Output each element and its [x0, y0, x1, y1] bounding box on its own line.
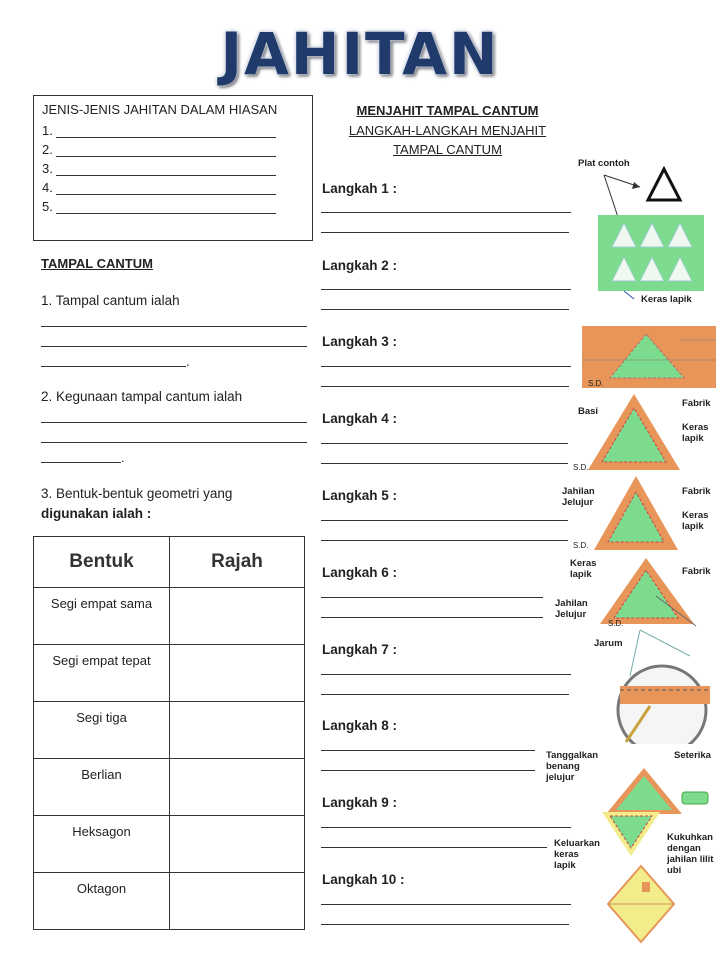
label-keras-lapik: Keras lapik — [641, 294, 692, 305]
steps-subheading: TAMPAL CANTUM — [393, 142, 502, 157]
step-label: Langkah 7 : — [322, 642, 398, 657]
drawing-cell[interactable] — [170, 645, 305, 702]
illustration-step-4 — [586, 392, 682, 474]
table-row — [34, 645, 305, 702]
question-3-line1: 3. Bentuk-bentuk geometri yang — [41, 486, 233, 501]
answer-line[interactable] — [321, 463, 568, 464]
table-row — [34, 873, 305, 930]
answer-line[interactable] — [41, 366, 186, 367]
answer-line[interactable] — [321, 674, 571, 675]
question-2: 2. Kegunaan tampal cantum ialah — [41, 389, 243, 404]
answer-line[interactable] — [321, 232, 569, 233]
label-kukuhkan: Kukuhkan dengan jahilan lilit ubi — [667, 832, 714, 876]
shape-name: Segi empat tepat — [34, 645, 170, 702]
steps-subheading: LANGKAH-LANGKAH MENJAHIT — [348, 123, 547, 138]
question-3-line2: digunakan ialah : — [41, 506, 152, 521]
step-label: Langkah 10 : — [322, 872, 405, 887]
end-dot: . — [121, 450, 125, 465]
answer-line[interactable] — [41, 346, 307, 347]
answer-line[interactable] — [321, 443, 568, 444]
types-item: 5. — [42, 195, 304, 214]
answer-line[interactable] — [321, 617, 543, 618]
label-fabrik: Fabrik — [682, 566, 711, 577]
shapes-table — [33, 536, 305, 930]
question-1: 1. Tampal cantum ialah — [41, 293, 180, 308]
label-keras-lapik: Keras lapik — [682, 422, 709, 444]
label-sd: S.D. — [573, 541, 589, 550]
answer-line[interactable] — [41, 326, 307, 327]
answer-line[interactable] — [56, 162, 276, 176]
label-seterika: Seterika — [674, 750, 711, 761]
label-jahitan-jelujur: Jahilan Jelujur — [562, 486, 595, 508]
answer-line[interactable] — [321, 386, 569, 387]
answer-line[interactable] — [321, 847, 547, 848]
answer-line[interactable] — [56, 200, 276, 214]
page-title: JAHITAN — [220, 20, 500, 88]
label-keluarkan: Keluarkan keras lapik — [554, 838, 600, 871]
answer-line[interactable] — [321, 904, 571, 905]
answer-line[interactable] — [321, 520, 568, 521]
label-sd: S.D. — [573, 463, 589, 472]
drawing-cell[interactable] — [170, 588, 305, 645]
drawing-cell[interactable] — [170, 759, 305, 816]
answer-line[interactable] — [321, 309, 569, 310]
answer-line[interactable] — [56, 143, 276, 157]
answer-line[interactable] — [41, 442, 307, 443]
answer-line[interactable] — [56, 181, 276, 195]
step-label: Langkah 6 : — [322, 565, 398, 580]
types-item: 4. — [42, 176, 304, 195]
step-label: Langkah 3 : — [322, 334, 398, 349]
answer-line[interactable] — [41, 422, 307, 423]
end-dot: . — [186, 354, 190, 369]
drawing-cell[interactable] — [170, 816, 305, 873]
shape-name: Segi tiga — [34, 702, 170, 759]
label-keras-lapik: Keras lapik — [682, 510, 709, 532]
answer-line[interactable] — [321, 827, 571, 828]
label-basi: Basi — [578, 406, 599, 417]
label-tanggalkan: Tanggalkan benang jelujur — [546, 750, 599, 783]
answer-line[interactable] — [56, 124, 276, 138]
answer-line[interactable] — [41, 462, 121, 463]
table-row — [34, 702, 305, 759]
answer-line[interactable] — [321, 540, 568, 541]
shape-name: Segi empat sama — [34, 588, 170, 645]
answer-line[interactable] — [321, 924, 569, 925]
label-sd: S.D. — [588, 379, 604, 388]
table-row — [34, 816, 305, 873]
table-header: Bentuk — [34, 537, 170, 588]
illustration-step-10 — [606, 864, 676, 944]
step-label: Langkah 8 : — [322, 718, 398, 733]
label-sd: S.D. — [608, 619, 624, 628]
types-item: 3. — [42, 157, 304, 176]
drawing-cell[interactable] — [170, 873, 305, 930]
table-header: Rajah — [170, 537, 305, 588]
section-title: TAMPAL CANTUM — [41, 256, 153, 271]
shape-name: Heksagon — [34, 816, 170, 873]
illustration-step-9 — [596, 810, 666, 860]
answer-line[interactable] — [321, 366, 571, 367]
illustration-step-1 — [596, 165, 720, 310]
drawing-cell[interactable] — [170, 702, 305, 759]
step-label: Langkah 5 : — [322, 488, 398, 503]
label-jahitan-jelujur: Jahilan Jelujur — [555, 598, 588, 620]
table-row — [34, 588, 305, 645]
table-row — [34, 759, 305, 816]
answer-line[interactable] — [321, 289, 571, 290]
types-box — [33, 95, 313, 241]
types-item: 1. — [42, 119, 304, 138]
step-label: Langkah 2 : — [322, 258, 398, 273]
label-keras-lapik: Keras lapik — [570, 558, 597, 580]
illustration-step-7 — [610, 626, 720, 744]
answer-line[interactable] — [321, 770, 535, 771]
answer-line[interactable] — [321, 212, 571, 213]
label-jarum: Jarum — [594, 638, 623, 649]
label-plat-contoh: Plat contoh — [578, 158, 630, 169]
types-item: 2. — [42, 138, 304, 157]
label-fabrik: Fabrik — [682, 486, 711, 497]
answer-line[interactable] — [321, 750, 535, 751]
types-box-heading: JENIS-JENIS JAHITAN DALAM HIASAN — [42, 102, 278, 117]
shape-name: Oktagon — [34, 873, 170, 930]
steps-heading: MENJAHIT TAMPAL CANTUM — [356, 103, 539, 118]
answer-line[interactable] — [321, 597, 543, 598]
illustration-step-5 — [590, 474, 682, 554]
label-fabrik: Fabrik — [682, 398, 711, 409]
step-label: Langkah 4 : — [322, 411, 398, 426]
answer-line[interactable] — [321, 694, 569, 695]
shape-name: Berlian — [34, 759, 170, 816]
step-label: Langkah 1 : — [322, 181, 398, 196]
step-label: Langkah 9 : — [322, 795, 398, 810]
